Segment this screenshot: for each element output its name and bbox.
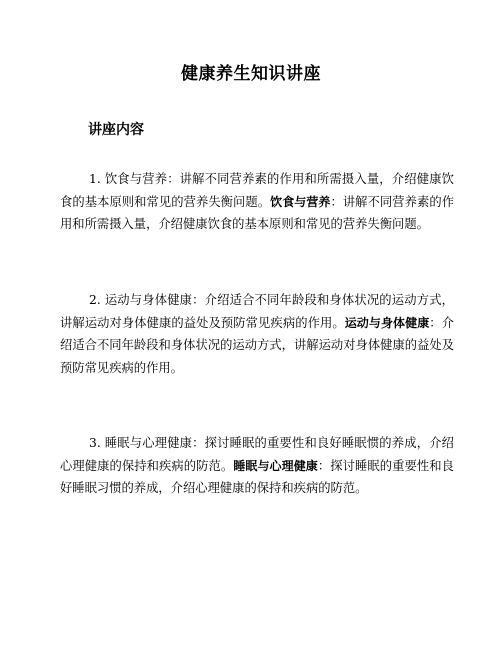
- item-number: 3.: [89, 436, 101, 450]
- item-bold-label: 饮食与营养: [270, 194, 331, 209]
- item-text: 睡眠与心理健康：探讨睡眠的重要性和良好睡眠惯的养成，介绍心理健康的保持和疾病的防范。: [60, 436, 454, 473]
- item-bold-text: ：讲解不同营养素的作用和所需摄入量，介绍健康饮食的基本原则和常见的营养失衡问题。: [60, 194, 454, 231]
- list-item: [60, 432, 454, 500]
- document-title: 健康养生知识讲座: [181, 64, 321, 84]
- item-bold-text: ：探讨睡眠的重要性和良好睡眠习惯的养成，介绍心理健康的保持和疾病的防范。: [60, 458, 454, 495]
- item-number: 1.: [89, 172, 101, 186]
- item-bold-label: 睡眠与心理健康: [233, 458, 318, 473]
- item-bold-text: ：介绍适合不同年龄段和身体状况的运动方式，讲解运动对身体健康的益处及预防常见疾病的作用。: [60, 315, 454, 375]
- item-text: 运动与身体健康：介绍适合不同年龄段和身体状况的运动方式，讲解运动对身体健康的益处及预防常见疾病的作用。: [60, 293, 454, 330]
- item-text: 饮食与营养：讲解不同营养素的作用和所需摄入量，介绍健康饮食的基本原则和常见的营养失衡问题。: [60, 172, 454, 209]
- section-heading: 讲座内容: [88, 122, 144, 138]
- item-number: 2.: [89, 293, 101, 307]
- list-item: [60, 289, 454, 379]
- list-item: [60, 168, 454, 236]
- item-bold-label: 运动与身体健康: [344, 315, 430, 330]
